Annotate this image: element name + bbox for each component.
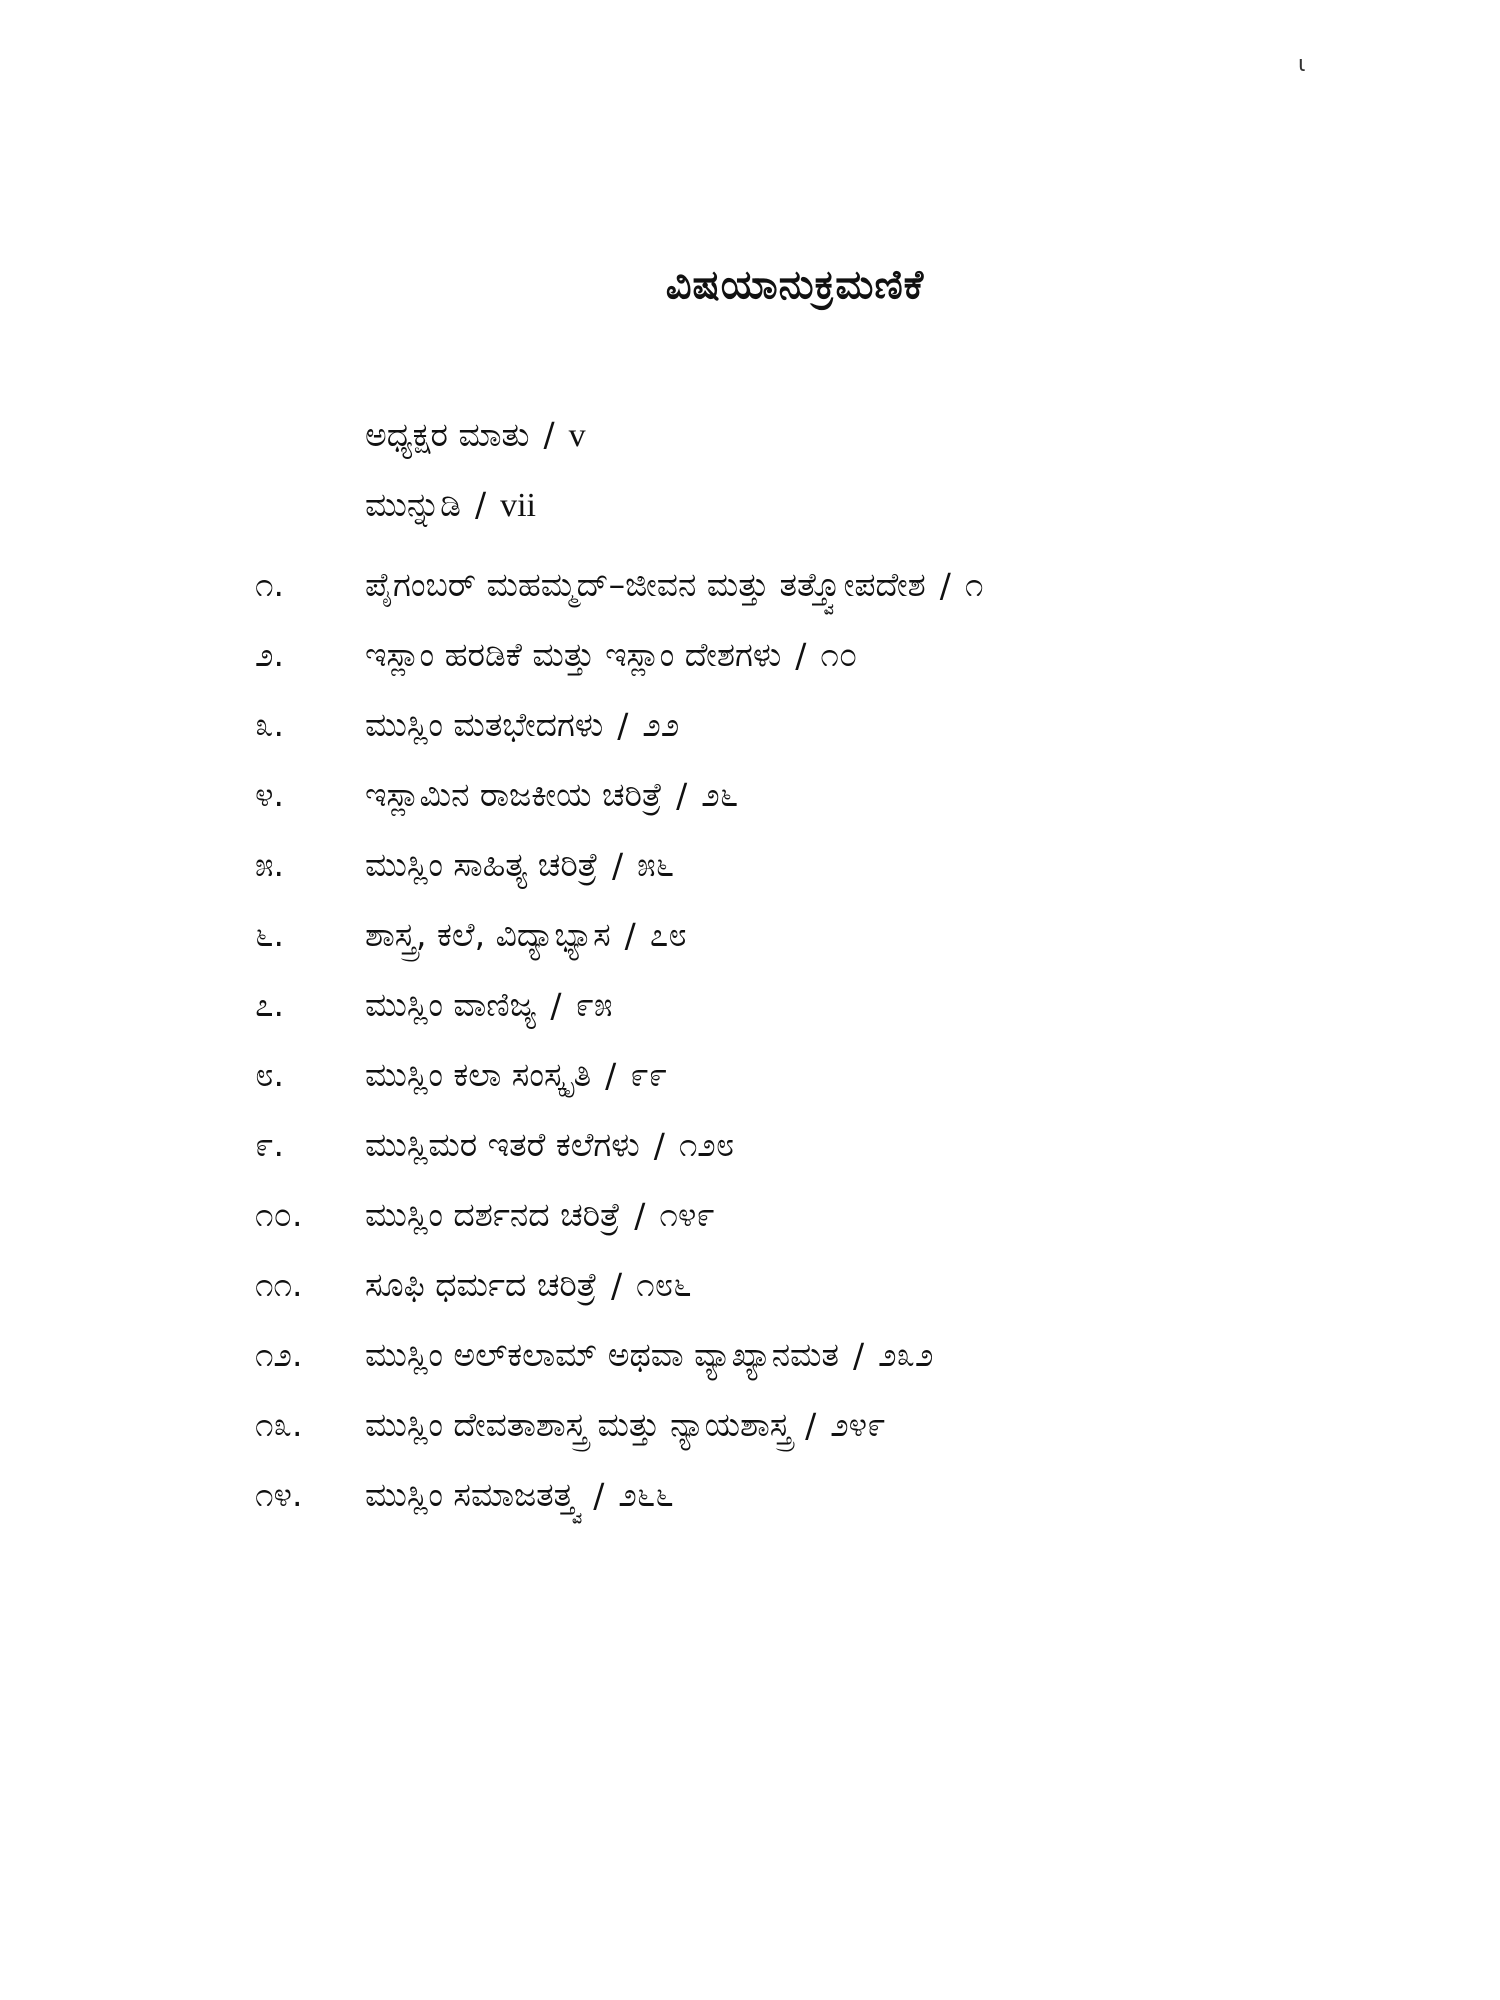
chapter-title: ಮುಸ್ಲಿಂ ದರ್ಶನದ ಚರಿತ್ರೆ xyxy=(365,1195,621,1234)
toc-entry xyxy=(255,620,1405,690)
separator: / xyxy=(852,1335,865,1375)
chapter-page: ೯೯ xyxy=(630,1055,668,1094)
chapter-number: ೧೦. xyxy=(255,1195,303,1234)
chapter-page: ೧೮೬ xyxy=(636,1265,692,1304)
chapter-title: ಮುಸ್ಲಿಂ ಸಾಹಿತ್ಯ ಚರಿತ್ರೆ xyxy=(365,845,598,884)
chapter-page: ೨೬ xyxy=(701,775,739,814)
toc-entry xyxy=(255,550,1405,620)
toc-entry xyxy=(255,1320,1405,1390)
front-matter-list xyxy=(365,400,1365,540)
chapter-title: ಸೂಫಿ ಧರ್ಮದ ಚರಿತ್ರೆ xyxy=(365,1265,597,1304)
chapter-number: ೧೩. xyxy=(255,1405,303,1444)
toc-entry xyxy=(255,690,1405,760)
chapter-page: ೧೦ xyxy=(820,635,858,674)
chapter-title: ಮುಸ್ಲಿಂ ಸಮಾಜತತ್ತ್ವ xyxy=(365,1475,580,1514)
separator: / xyxy=(550,985,562,1025)
chapter-number: ೨. xyxy=(255,635,284,674)
chapter-page: ೧೨೮ xyxy=(678,1125,735,1164)
chapter-number: ೬. xyxy=(255,915,284,954)
chapter-number: ೭. xyxy=(255,985,284,1024)
chapter-number: ೩. xyxy=(255,705,284,744)
toc-entry xyxy=(255,900,1405,970)
separator: / xyxy=(617,705,629,745)
toc-entry xyxy=(255,760,1405,830)
toc-entry xyxy=(255,1040,1405,1110)
chapter-number: ೧೪. xyxy=(255,1475,303,1514)
chapter-page: ೨೩೨ xyxy=(878,1335,934,1374)
front-matter-page: v xyxy=(568,417,586,454)
separator: / xyxy=(805,1405,817,1445)
chapter-number: ೮. xyxy=(255,1055,284,1094)
chapter-number: ೪. xyxy=(255,775,284,814)
separator: / xyxy=(624,915,636,955)
chapter-title: ಮುಸ್ಲಿಂ ಮತಭೇದಗಳು xyxy=(365,705,604,744)
chapter-title: ಮುಸ್ಲಿಂ ವಾಣಿಜ್ಯ xyxy=(365,985,537,1024)
front-matter-page: vii xyxy=(500,487,536,524)
toc-entry xyxy=(255,970,1405,1040)
page-title: ವಿಷಯಾನುಕ್ರಮಣಿಕೆ xyxy=(665,262,925,308)
toc-entry xyxy=(255,1460,1405,1530)
chapter-page: ೧೪೯ xyxy=(659,1195,715,1234)
chapter-page: ೨೬೬ xyxy=(618,1475,674,1514)
separator: / xyxy=(795,635,807,675)
separator: / xyxy=(653,1125,665,1165)
chapter-title: ಮುಸ್ಲಿಂ ಅಲ್‌ಕಲಾಮ್ ಅಥವಾ ವ್ಯಾಖ್ಯಾನಮತ xyxy=(365,1335,839,1374)
separator: / xyxy=(543,415,555,454)
separator: / xyxy=(474,485,487,524)
corner-mark: ɩ xyxy=(1298,52,1306,77)
toc-entry xyxy=(255,1390,1405,1460)
front-matter-title: ಮುನ್ನುಡಿ xyxy=(365,485,461,524)
chapter-number: ೧೨. xyxy=(255,1335,303,1374)
chapter-number: ೧. xyxy=(255,565,284,604)
front-matter-title: ಅಧ್ಯಕ್ಷರ ಮಾತು xyxy=(365,415,530,454)
chapter-page: ೫೬ xyxy=(637,845,675,884)
separator: / xyxy=(634,1195,646,1235)
chapter-page: ೯೫ xyxy=(575,985,613,1024)
separator: / xyxy=(593,1475,605,1515)
chapter-title: ಇಸ್ಲಾಂ ಹರಡಿಕೆ ಮತ್ತು ಇಸ್ಲಾಂ ದೇಶಗಳು xyxy=(365,635,782,674)
table-of-contents xyxy=(255,550,1405,1530)
chapter-page: ೧ xyxy=(964,565,984,604)
separator: / xyxy=(605,1055,617,1095)
chapter-page: ೨೨ xyxy=(642,705,680,744)
chapter-title: ಇಸ್ಲಾಮಿನ ರಾಜಕೀಯ ಚರಿತ್ರೆ xyxy=(365,775,663,814)
chapter-page: ೨೪೯ xyxy=(830,1405,886,1444)
toc-entry xyxy=(255,1250,1405,1320)
separator: / xyxy=(611,845,624,885)
separator: / xyxy=(939,565,951,605)
chapter-title: ಮುಸ್ಲಿಂ ದೇವತಾಶಾಸ್ತ್ರ ಮತ್ತು ನ್ಯಾಯಶಾಸ್ತ್ರ xyxy=(365,1405,792,1444)
chapter-number: ೫. xyxy=(255,845,284,884)
separator: / xyxy=(610,1265,623,1305)
chapter-title: ಶಾಸ್ತ್ರ, ಕಲೆ, ವಿದ್ಯಾಭ್ಯಾಸ xyxy=(365,915,611,954)
toc-entry xyxy=(255,1110,1405,1180)
front-matter-item xyxy=(365,470,1365,540)
chapter-number: ೧೧. xyxy=(255,1265,303,1304)
chapter-title: ಮುಸ್ಲಿಮರ ಇತರೆ ಕಲೆಗಳು xyxy=(365,1125,640,1164)
toc-entry xyxy=(255,1180,1405,1250)
chapter-title: ಮುಸ್ಲಿಂ ಕಲಾ ಸಂಸ್ಕೃತಿ xyxy=(365,1055,592,1094)
separator: / xyxy=(676,775,688,815)
chapter-title: ಪೈಗಂಬರ್ ಮಹಮ್ಮದ್–ಜೀವನ ಮತ್ತು ತತ್ತ್ವೋಪದೇಶ xyxy=(365,565,926,604)
toc-entry xyxy=(255,830,1405,900)
front-matter-item xyxy=(365,400,1365,470)
chapter-number: ೯. xyxy=(255,1125,284,1164)
chapter-page: ೭೮ xyxy=(649,915,687,954)
